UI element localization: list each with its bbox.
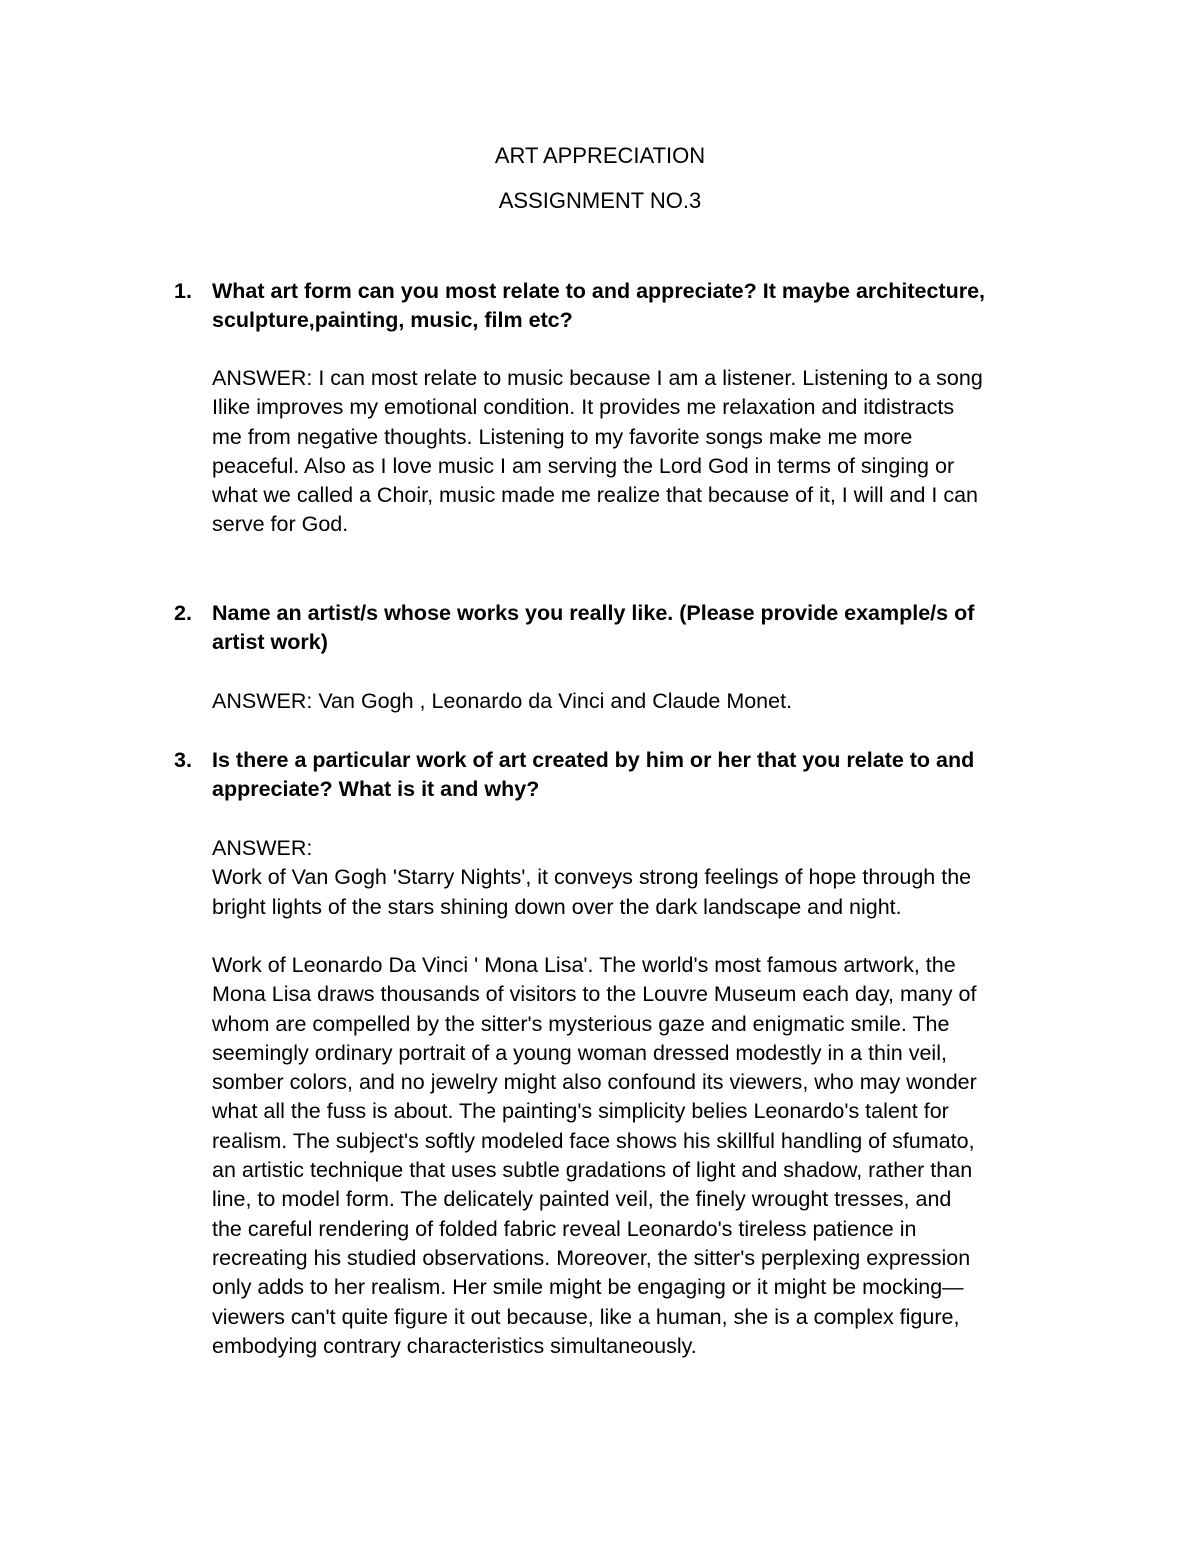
question-number: 1. [174,279,192,303]
answer-line: what all the fuss is about. The painting's simplicity belies Leonardo's talent for [212,1099,949,1124]
answer-line: Ilike improves my emotional condition. It provides me relaxation and itdistracts [212,395,955,420]
answer-line: viewers can't quite figure it out because, like a human, she is a complex figure, [212,1304,960,1329]
document-title: ART APPRECIATION [494,143,706,168]
answer-line: the careful rendering of folded fabric reveal Leonardo's tireless patience in [212,1216,917,1241]
answer-line: Work of Van Gogh 'Starry Nights', it conveys strong feelings of hope through the [212,865,972,890]
answer-line: embodying contrary characteristics simultaneously. [212,1333,697,1358]
question-1 [174,277,1074,336]
answer-2 [212,687,1092,716]
answer-line: ANSWER: I can most relate to music because I am a listener. Listening to a song [212,366,983,390]
question-line: artist work) [212,630,328,655]
answer-line: somber colors, and no jewelry might also confound its viewers, who may wonder [212,1070,977,1095]
answer-3-paragraph-2 [212,951,1092,1361]
answer-line: Work of Leonardo Da Vinci ' Mona Lisa'. The world's most famous artwork, the [212,953,956,977]
question-line: Is there a particular work of art created by him or her that you relate to and [212,748,975,772]
question-line: What art form can you most relate to and appreciate? It maybe architecture, [212,279,986,303]
question-line: sculpture,painting, music, film etc? [212,308,573,333]
answer-line: ANSWER: [212,836,313,860]
question-3 [174,746,1074,805]
answer-line: what we called a Choir, music made me realize that because of it, I will and I can [212,483,979,508]
answer-line: an artistic technique that uses subtle gradations of light and shadow, rather than [212,1158,973,1183]
answer-line: recreating his studied observations. Moreover, the sitter's perplexing expression [212,1245,971,1270]
answer-line: seemingly ordinary portrait of a young woman dressed modestly in a thin veil, [212,1040,947,1065]
answer-line: realism. The subject's softly modeled face shows his skillful handling of sfumato, [212,1128,975,1153]
answer-line: me from negative thoughts. Listening to my favorite songs make me more [212,424,913,449]
answer-line: line, to model form. The delicately painted veil, the finely wrought tresses, and [212,1187,952,1212]
answer-line: peaceful. Also as I love music I am serving the Lord God in terms of singing or [212,453,955,478]
answer-line: only adds to her realism. Her smile might be engaging or it might be mocking— [212,1275,964,1300]
answer-3 [212,834,1092,922]
answer-line: whom are compelled by the sitter's mysterious gaze and enigmatic smile. The [212,1011,950,1036]
answer-line: Mona Lisa draws thousands of visitors to the Louvre Museum each day, many of [212,982,977,1007]
question-2 [174,599,1074,658]
question-number: 3. [174,748,192,772]
answer-1 [212,364,1092,540]
document-subtitle: ASSIGNMENT NO.3 [498,188,702,213]
question-line: appreciate? What is it and why? [212,777,540,802]
answer-line: serve for God. [212,512,349,537]
question-line: Name an artist/s whose works you really like. (Please provide example/s of [212,601,975,625]
answer-line: bright lights of the stars shining down over the dark landscape and night. [212,894,902,919]
answer-line: ANSWER: Van Gogh , Leonardo da Vinci and Claude Monet. [212,689,793,713]
question-number: 2. [174,601,192,625]
